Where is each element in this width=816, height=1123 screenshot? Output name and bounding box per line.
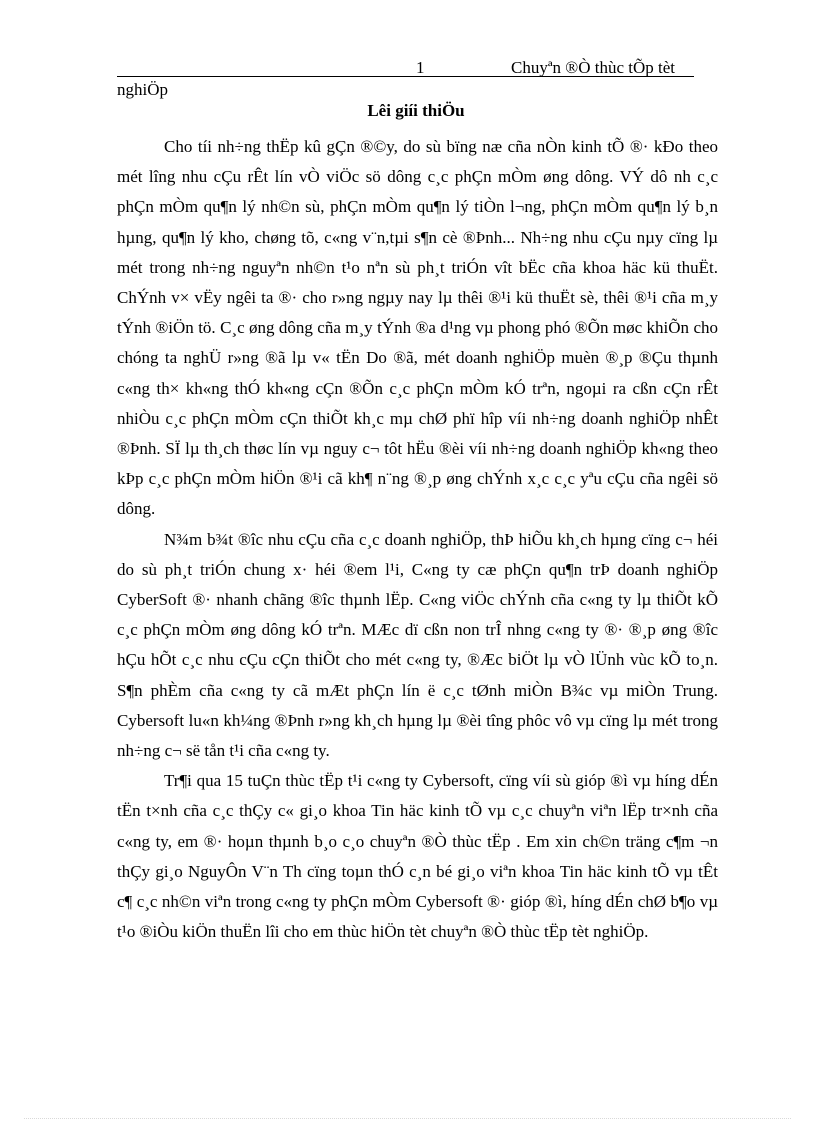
body-text [117, 132, 718, 947]
running-header-title-continuation: nghiÖp [117, 80, 168, 99]
section-heading: Lêi giíi thiÖu [367, 101, 465, 120]
running-header-title: Chuyªn ®Ò thùc tÕp tèt [511, 58, 675, 77]
paragraph-3: Tr¶i qua 15 tuÇn thùc tËp t¹i c«ng ty Cybersoft, cïng víi sù gióp ®ì vµ híng dÉn tËn t×nh cña c¸c thÇy c« gi¸o khoa Tin häc kinh tÕ vµ c¸c chuyªn viªn lËp tr×nh cña c«ng ty, em ®· hoµn thµnh b¸o c¸o chuyªn ®Ò thùc tËp . Em xin ch©n träng c¶m ¬n thÇy gi¸o NguyÔn V¨n Th cïng toµn thÓ c¸n bé gi¸o viªn khoa Tin häc kinh tÕ vµ tÊt c¶ c¸c nh©n viªn trong c«ng ty phÇn mÒm Cybersoft ®· gióp ®ì, híng dÉn chØ b¶o vµ t¹o ®iÒu kiÖn thuËn lîi cho em thùc hiÖn tèt chuyªn ®Ò thùc tËp tèt nghiÖp. [117, 771, 718, 942]
paragraph-2: N¾m b¾t ®îc nhu cÇu cña c¸c doanh nghiÖp, thÞ hiÕu kh¸ch hµng cïng c¬ héi do sù ph¸t triÓn chung x· héi ®em l¹i, C«ng ty cæ phÇn qu¶n trÞ doanh nghiÖp CyberSoft ®· nhanh chãng ®îc thµnh lËp. C«ng viÖc chÝnh cña c«ng ty lµ thiÕt kÕ c¸c phÇn mÒm øng dông kÓ trªn. MÆc dï cßn non trÎ nhng c«ng ty ®· ®¸p øng ®îc hÇu hÕt c¸c nhu cÇu cÇn thiÕt cho mét c«ng ty, ®Æc biÖt lµ vÒ lÜnh vùc kÕ to¸n. S¶n phÈm cña c«ng ty cã mÆt phÇn lín ë c¸c tØnh miÒn B¾c vµ miÒn Trung. Cybersoft lu«n kh¼ng ®Þnh r»ng kh¸ch hµng lµ ®èi tîng phôc vô vµ cïng lµ mét trong nh÷ng c¬ së tån t¹i cña c«ng ty. [117, 529, 718, 761]
page-bottom-border [24, 1118, 791, 1119]
header-rule [117, 76, 694, 77]
paragraph-1: Cho tíi nh÷ng thËp kû gÇn ®©y, do sù bïng næ cña nÒn kinh tÕ ®· kÐo theo mét lîng nhu cÇu rÊt lín vÒ viÖc sö dông c¸c phÇn mÒm øng dông. VÝ dô nh c¸c phÇn mÒm qu¶n lý nh©n sù, phÇn mÒm qu¶n lý tiÒn l¬ng, phÇn mÒm qu¶n lý b¸n hµng, qu¶n lý kho, chøng tõ, c«ng v¨n,tµi s¶n cè ®Þnh... Nh÷ng nhu cÇu nµy cïng lµ mét trong nh÷ng nguyªn nh©n t¹o nªn sù ph¸t triÓn vît bËc cña khoa häc kü thuËt. ChÝnh v× vËy ngêi ta ®· cho r»ng ngµy nay lµ thêi ®¹i kü thuËt sè, thêi ®¹i cña m¸y tÝnh ®iÖn tö. C¸c øng dông cña m¸y tÝnh ®a d¹ng vµ phong phó ®Õn møc khiÕn cho chóng ta nghÜ r»ng ®ã lµ v« tËn Do ®ã, mét doanh nghiÖp muèn ®¸p ®Çu thµnh c«ng th× kh«ng thÓ kh«ng cÇn ®Õn c¸c phÇn mÒm kÓ trªn, ngoµi ra cßn cÇn rÊt nhiÒu c¸c phÇn mÒm cÇn thiÕt kh¸c mµ chØ phï hîp víi nh÷ng doanh nghiÖp nhÊt ®Þnh. SÏ lµ th¸ch thøc lín vµ nguy c¬ tôt hËu ®èi víi nh÷ng doanh nghiÖp kh«ng theo kÞp c¸c phÇn mÒm hiÖn ®¹i cã kh¶ n¨ng ®¸p øng chÝnh x¸c c¸c yªu cÇu cña ngêi sö dông. [117, 137, 718, 519]
page-number: 1 [416, 58, 425, 77]
